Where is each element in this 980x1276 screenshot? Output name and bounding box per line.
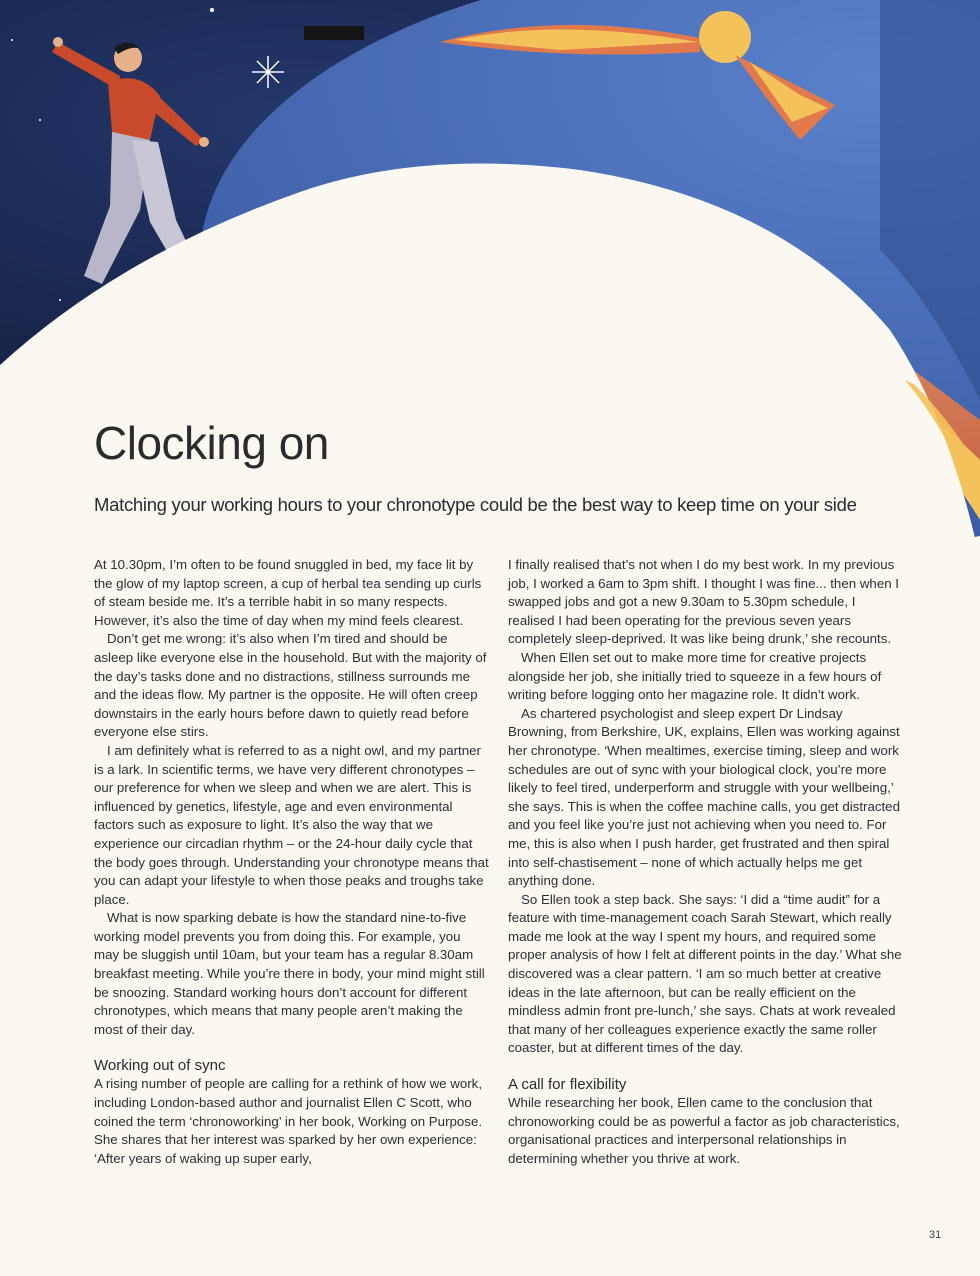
page-number: 31 <box>929 1229 942 1241</box>
section-heading: A call for flexibility <box>508 1076 627 1094</box>
clock-tick-top <box>304 26 364 40</box>
paragraph: A rising number of people are calling for a rethink of how we work, including London-based author and journalist Ellen C Scott, who coined the term ‘chronoworking’ in her book, Working on Purpose. She shares that her interest was sparked by her own experience: ‘After years of waking up super early, <box>94 1076 483 1166</box>
paragraph: I am definitely what is referred to as a night owl, and my partner is a lark. In scientific terms, we have very different chronotypes – our preference for when we sleep and when we are alert. This is influenced by genetics, lifestyle, age and even environmental factors such as exposure to light. It’s also the way that we experience our circadian rhythm – or the 24-hour daily cycle that the body goes through. Understanding your chronotype means that you can adapt your lifestyle to when those peaks and troughs take place. <box>94 742 489 907</box>
right-column <box>508 556 903 1168</box>
paragraph: While researching her book, Ellen came to the conclusion that chronoworking could be as powerful a factor as job characteristics, organisational practices and interpersonal relationships in determining whether you thrive at work. <box>508 1095 900 1166</box>
paragraph: As chartered psychologist and sleep expert Dr Lindsay Browning, from Berkshire, UK, explains, Ellen was working against her chronotype. ‘When mealtimes, exercise timing, sleep and work schedules are out of sync with your biological clock, you’re more likely to feel tired, underperform and struggle with your wellbeing,’ she says. This is when the coffee machine calls, you get distracted and you feel like you’re just not achieving when you need to. For me, this is also when I push harder, get frustrated and then spiral into self-chastisement – none of which actually helps me get anything done. <box>508 705 900 889</box>
header-illustration <box>0 0 980 560</box>
paragraph: So Ellen took a step back. She says: ‘I did a “time audit” for a feature with time-management coach Sarah Stewart, which really made me look at the way I spent my hours, and required some proper analysis of how I felt at different points in the day.’ What she discovered was a clear pattern. ‘I am so much better at creative ideas in the late afternoon, but can be really efficient on the mindless admin front pre-lunch,’ she says. Chats at work revealed that many of her colleagues experience exactly the same roller coaster, but at different times of the day. <box>508 891 902 1056</box>
left-column <box>94 556 489 1168</box>
article-subtitle: Matching your working hours to your chronotype could be the best way to keep time on your side <box>94 494 857 515</box>
article-title: Clocking on <box>94 417 329 469</box>
paragraph: At 10.30pm, I’m often to be found snuggled in bed, my face lit by the glow of my laptop screen, a cup of herbal tea sending up curls of steam beside me. It’s a terrible habit in so many respects. However, it’s also the time of day when my mind feels clearest. <box>94 557 482 628</box>
paragraph: When Ellen set out to make more time for creative projects alongside her job, she initially tried to squeeze in a few hours of writing before logging onto her magazine role. It didn’t work. <box>508 649 882 703</box>
paragraph: What is now sparking debate is how the standard nine-to-five working model prevents you from doing this. For example, you may be sluggish until 10am, but your team has a regular 8.30am breakfast meeting. While you’re there in body, your mind might still be snoozing. Standard working hours don’t account for different chronotypes, which means that many people aren’t making the most of their day. <box>94 910 485 1037</box>
section-heading: Working out of sync <box>94 1057 226 1075</box>
paragraph: I finally realised that’s not when I do my best work. In my previous job, I worked a 6am to 3pm shift. I thought I was fine... then when I swapped jobs and got a new 9.30am to 5.30pm schedule, I realised I had been operating for the previous seven years completely sleep-deprived. It was like being drunk,’ she recounts. <box>508 557 899 647</box>
paragraph: Don’t get me wrong: it’s also when I’m tired and should be asleep like everyone else in the household. But with the majority of the day’s tasks done and no distractions, stillness surrounds me and the ideas flow. My partner is the opposite. He will often creep downstairs in the early hours before dawn to quietly read before everyone else stirs. <box>94 631 487 740</box>
